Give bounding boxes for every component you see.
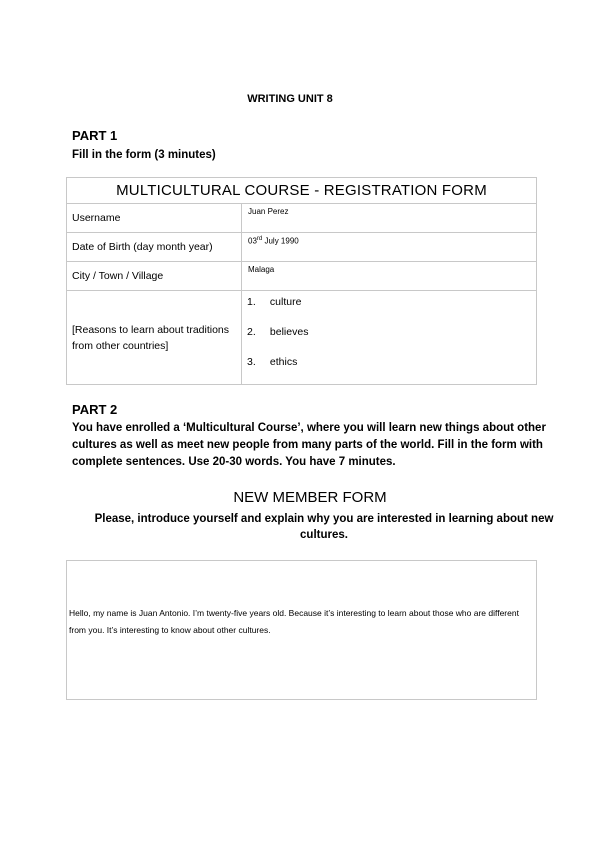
- new-member-form-subtitle: Please, introduce yourself and explain why you are interested in learning about new cultures.: [94, 513, 554, 541]
- reasons-list: [242, 294, 536, 384]
- document-title: WRITING UNIT 8: [247, 93, 333, 105]
- form-row-reasons: [67, 291, 537, 385]
- username-field[interactable]: Juan Perez: [242, 204, 537, 233]
- form-row-dob: [67, 233, 537, 262]
- city-label: City / Town / Village: [72, 270, 164, 282]
- dob-rest: July 1990: [262, 236, 299, 246]
- part2-instruction: You have enrolled a ‘Multicultural Course’, where you will learn new things about other cultures as well as meet new people from many parts of the world. Fill in the form with complete sentences. Use 20-30 words. You have 7 minutes.: [72, 422, 546, 468]
- list-item: 1. culture: [247, 296, 302, 308]
- list-item: 2. believes: [247, 326, 309, 338]
- city-field[interactable]: Malaga: [242, 262, 537, 291]
- username-label: Username: [72, 212, 121, 224]
- reasons-field[interactable]: [242, 291, 537, 385]
- new-member-form-title: NEW MEMBER FORM: [233, 489, 387, 506]
- form-row-username: [67, 204, 537, 233]
- dob-day-suffix: rd: [256, 236, 263, 242]
- answer-text: Hello, my name is Juan Antonio. I’m twenty-five years old. Because it’s interesting to learn about those who are different from you. It’s interesting to know about other cultures.: [69, 608, 519, 635]
- reasons-label: [Reasons to learn about traditions from other countries]: [67, 291, 242, 385]
- dob-field[interactable]: [242, 233, 537, 262]
- part1-heading: PART 1: [72, 128, 118, 143]
- dob-label: Date of Birth (day month year): [72, 241, 213, 253]
- part2-heading: PART 2: [72, 402, 118, 417]
- form-row-city: [67, 262, 537, 291]
- registration-form: [66, 177, 537, 385]
- part1-instruction: Fill in the form (3 minutes): [72, 149, 216, 161]
- registration-form-title: MULTICULTURAL COURSE - REGISTRATION FORM: [67, 178, 537, 204]
- dob-day: 03: [248, 236, 257, 246]
- answer-textarea[interactable]: [66, 560, 537, 700]
- list-item: 3. ethics: [247, 356, 298, 368]
